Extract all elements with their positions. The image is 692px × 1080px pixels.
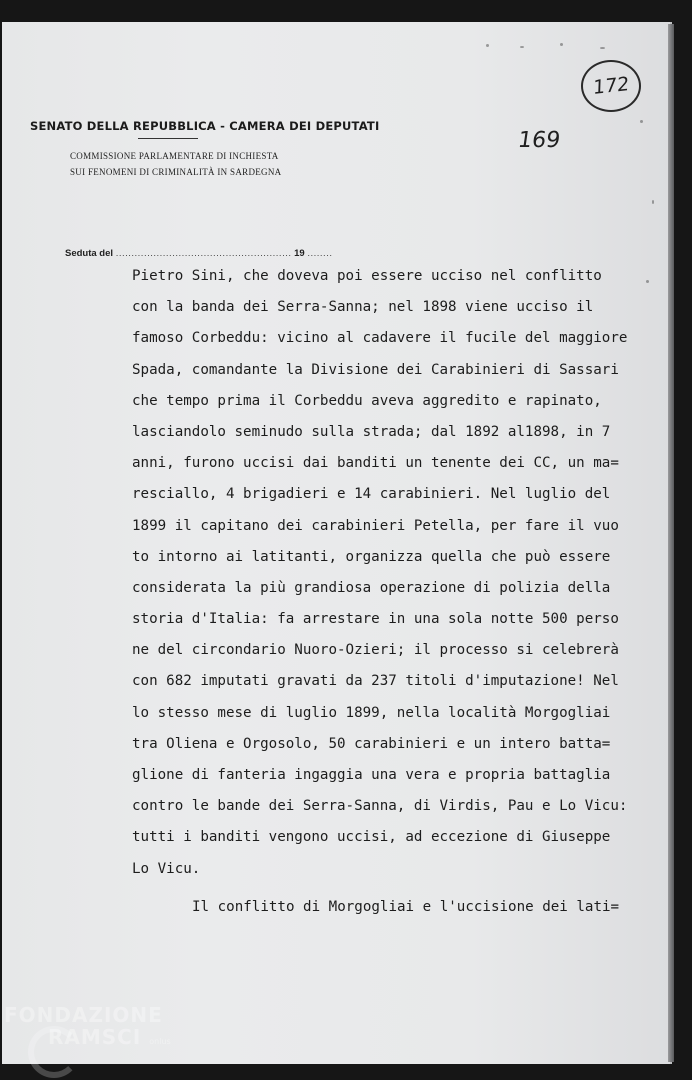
body-line: anni, furono uccisi dai banditi un tenente dei CC, un ma= [132, 455, 619, 472]
body-line: ne del circondario Nuoro-Ozieri; il processo si celebrerà [132, 642, 619, 659]
watermark-text: RAMSCI [48, 1025, 142, 1049]
watermark [4, 1004, 171, 1053]
watermark-onlus: onlus [149, 1037, 171, 1046]
body-line: glione di fanteria ingaggia una vera e propria battaglia [132, 767, 611, 783]
body-line: con 682 imputati gravati da 237 titoli d'imputazione! Nel [132, 673, 619, 690]
header-subtitle-line-1: COMMISSIONE PARLAMENTARE DI INCHIESTA [70, 151, 279, 161]
body-line: Lo Vicu. [132, 860, 201, 877]
body-line: contro le bande dei Serra-Sanna, di Virdis, Pau e Lo Vicu: [132, 798, 628, 815]
scan-speck [486, 44, 489, 47]
body-line: 1899 il capitano dei carabinieri Petella, per fare il vuo [132, 517, 619, 534]
scan-speck [560, 43, 563, 46]
body-line: storia d'Italia: fa arrestare in una sola notte 500 perso [132, 611, 619, 628]
scan-speck [520, 46, 524, 48]
body-line: resciallo, 4 brigadieri e 14 carabinieri. Nel luglio del [132, 486, 611, 503]
body-line: lasciandolo seminudo sulla strada; dal 1892 al1898, in 7 [132, 423, 611, 440]
watermark-line-1: FONDAZIONE [4, 1003, 163, 1027]
seduta-label: Seduta del [65, 248, 114, 259]
header-subtitle-line-2: SUI FENOMENI DI CRIMINALITÀ IN SARDEGNA [70, 167, 282, 177]
scan-speck [652, 200, 654, 204]
archive-stamp [581, 60, 641, 112]
body-line: Pietro Sini, che doveva poi essere ucciso nel conflitto [132, 268, 602, 284]
scan-speck [600, 47, 605, 49]
seduta-dots: ........................................................ [115, 248, 292, 259]
seduta-line [65, 248, 332, 259]
header-title: SENATO DELLA REPUBBLICA - CAMERA DEI DEPUTATI [30, 119, 380, 133]
handwritten-page-number: 169 [516, 128, 562, 153]
body-line: con la banda dei Serra-Sanna; nel 1898 viene ucciso il [132, 299, 594, 316]
typewritten-body [132, 264, 628, 926]
page-edge [668, 24, 674, 1062]
seduta-year-dots: ........ [307, 248, 333, 259]
closing-line: Il conflitto di Morgogliai e l'uccisione dei lati= [192, 898, 620, 915]
body-line: lo stesso mese di luglio 1899, nella località Morgogliai [132, 704, 611, 721]
watermark-line-2 [4, 1026, 171, 1053]
scan-speck [646, 280, 649, 283]
body-line: tutti i banditi vengono uccisi, ad eccezione di Giuseppe [132, 829, 611, 846]
stamp-number: 172 [592, 73, 630, 99]
scan-speck [640, 120, 643, 123]
body-line: famoso Corbeddu: vicino al cadavere il fucile del maggiore [132, 330, 628, 347]
body-line: considerata la più grandiosa operazione di polizia della [132, 579, 611, 596]
body-line: tra Oliena e Orgosolo, 50 carabinieri e un intero batta= [132, 735, 611, 752]
body-line: to intorno ai latitanti, organizza quella che può essere [132, 548, 611, 565]
seduta-year: 19 [294, 248, 305, 259]
body-line: che tempo prima il Corbeddu aveva aggredito e rapinato, [132, 392, 602, 409]
body-line: Spada, comandante la Divisione dei Carabinieri di Sassari [132, 361, 619, 378]
header-divider [138, 138, 198, 139]
